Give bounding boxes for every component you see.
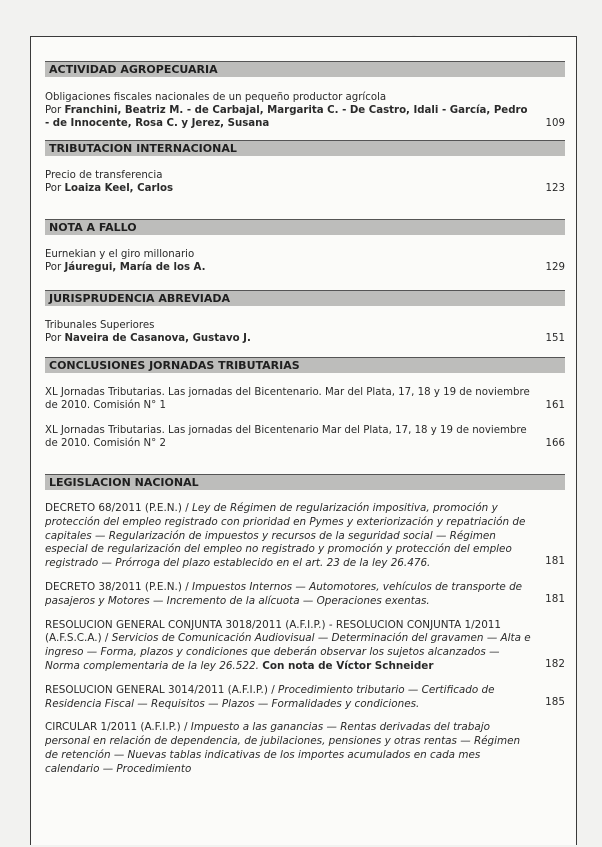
entry-by: Por (45, 105, 62, 116)
section-header: ACTIVIDAD AGROPECUARIA (45, 61, 565, 77)
toc-entry[interactable] (45, 248, 565, 274)
toc-entry[interactable] (45, 386, 565, 412)
entry-authors: Loaiza Keel, Carlos (64, 183, 174, 194)
entry-text: XL Jornadas Tributarias. Las jornadas del Bicentenario. Mar del Plata, 17, 18 y 19 de noviembre de 2010. Comisión N° 1 (45, 387, 530, 411)
entry-lead: RESOLUCION GENERAL CONJUNTA 3018/2011 (A.F.I.P.) - RESOLUCION CONJUNTA 1/2011 (A.F.S.C.A.) / (45, 618, 502, 645)
page-number: 181 (545, 592, 565, 605)
toc-entry[interactable] (45, 684, 565, 712)
section-actividad-agropecuaria (45, 61, 565, 130)
toc-entry[interactable] (45, 721, 565, 776)
entry-lead: RESOLUCION GENERAL 3014/2011 (A.F.I.P.) / (45, 683, 275, 696)
section-nota-a-fallo (45, 219, 565, 274)
entry-text: Ley de Régimen de regularización impositiva, promoción y protección del empleo registrado con prioridad en Pymes y exteriorización y repatriación de capitales — Regularización de impuestos y recursos de la seguridad social — Régimen especial de regularización del empleo no registrado y promoción y protección del empleo registrado — Prórroga del plazo establecido en el art. 23 de la ley 26.476. (45, 502, 526, 570)
entry-authors: Jáuregui, María de los A. (64, 262, 206, 273)
entry-lead: CIRCULAR 1/2011 (A.F.I.P.) / (45, 721, 188, 734)
entry-by: Por (45, 333, 62, 344)
section-header: NOTA A FALLO (45, 219, 565, 235)
section-header: TRIBUTACION INTERNACIONAL (45, 140, 565, 156)
toc-entry[interactable] (45, 424, 565, 450)
entry-title: Obligaciones fiscales nacionales de un pequeño productor agrícola (45, 92, 387, 103)
toc-entry[interactable] (45, 619, 565, 674)
section-legislacion-nacional (45, 474, 565, 777)
entry-text: Procedimiento tributario — Certificado de Residencia Fiscal — Requisitos — Plazos — Formalidades y condiciones. (45, 683, 495, 710)
entry-by: Por (45, 183, 62, 194)
page-number: 151 (545, 333, 565, 344)
section-jurisprudencia-abreviada (45, 290, 565, 345)
page-number: 166 (545, 438, 565, 449)
page-number: 109 (545, 118, 565, 129)
toc-entry[interactable] (45, 91, 565, 130)
section-conclusiones-jornadas (45, 357, 565, 450)
section-header: CONCLUSIONES JORNADAS TRIBUTARIAS (45, 357, 565, 373)
entry-text: XL Jornadas Tributarias. Las jornadas del Bicentenario Mar del Plata, 17, 18 y 19 de noviembre de 2010. Comisión N° 2 (45, 425, 527, 449)
page-number: 123 (545, 183, 565, 194)
entry-text: Impuesto a las ganancias — Rentas derivadas del trabajo personal en relación de dependencia, de jubilaciones, pensiones y otras rentas — Régimen de retención — Nuevas tablas indicativas de los importes acumulados en cada mes calendario — Procedimiento (45, 721, 521, 775)
entry-note: Con nota de Víctor Schneider (262, 659, 434, 672)
toc-entry[interactable] (45, 581, 565, 609)
toc-entry[interactable] (45, 169, 565, 195)
page-number: 185 (545, 695, 565, 708)
section-header: LEGISLACION NACIONAL (45, 474, 565, 490)
entry-title: Eurnekian y el giro millonario (45, 249, 195, 260)
toc-entry[interactable] (45, 502, 565, 571)
entry-title: Tribunales Superiores (45, 320, 155, 331)
toc-entry[interactable] (45, 319, 565, 345)
entry-lead: DECRETO 38/2011 (P.E.N.) / (45, 580, 189, 593)
section-tributacion-internacional (45, 140, 565, 195)
entry-text: Servicios de Comunicación Audiovisual — Determinación del gravamen — Alta e ingreso — Forma, plazos y condiciones que deberán observar los sujetos alcanzados — Norma complementaria de la ley 26.522. (45, 632, 531, 672)
section-header: JURISPRUDENCIA ABREVIADA (45, 290, 565, 306)
contents-frame (30, 36, 577, 845)
page-number: 129 (545, 262, 565, 273)
entry-authors: Franchini, Beatriz M. - de Carbajal, Margarita C. - De Castro, Idali - García, Pedro - de Innocente, Rosa C. y Jerez, Susana (45, 105, 528, 129)
page-number: 181 (545, 555, 565, 568)
entry-by: Por (45, 262, 62, 273)
entry-text: Impuestos Internos — Automotores, vehículos de transporte de pasajeros y Motores — Incremento de la alícuota — Operaciones exentas. (45, 580, 523, 607)
entry-title: Precio de transferencia (45, 170, 163, 181)
page-number: 182 (545, 657, 565, 670)
page-number: 161 (545, 400, 565, 411)
entry-lead: DECRETO 68/2011 (P.E.N.) / (45, 502, 189, 514)
entry-authors: Naveira de Casanova, Gustavo J. (64, 333, 251, 344)
